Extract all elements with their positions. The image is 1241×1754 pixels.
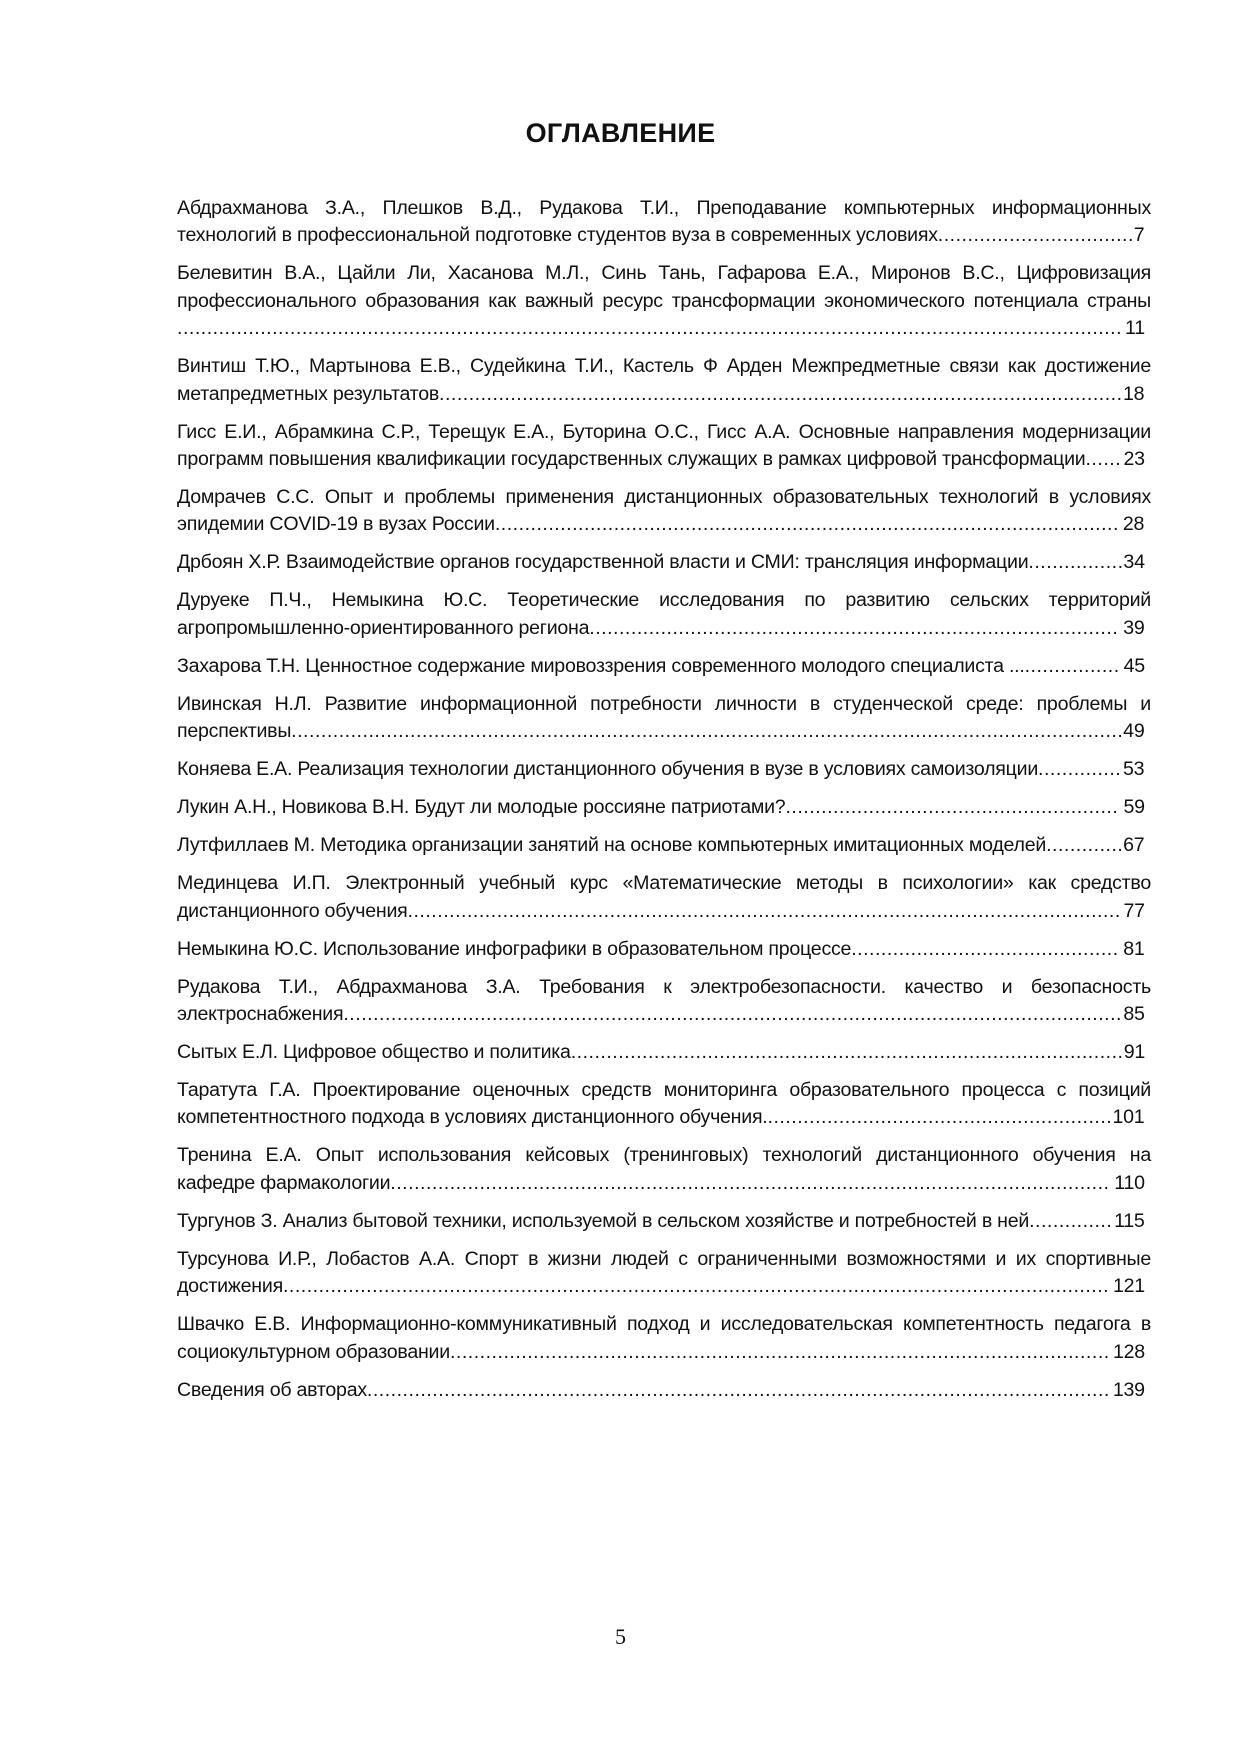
dot-leader: ..............	[1029, 1209, 1113, 1232]
toc-entry-page: 23	[1123, 448, 1145, 471]
toc-entry-title: Таратута Г.А. Проектирование оценочных средств мониторинга образовательного процесса с позиций компетентностного подхода в условиях дистанционного обучения.	[177, 1079, 1151, 1129]
toc-entry-title: Рудакова Т.И., Абдрахманова З.А. Требования к электробезопасности. качество и безопасность электроснабжения	[177, 975, 1151, 1026]
toc-entry[interactable]	[177, 549, 1151, 576]
toc-entry-title: Коняева Е.А. Реализация технологии дистанционного обучения в вузе в условиях самоизоляции	[177, 758, 1039, 781]
toc-entry[interactable]	[177, 1142, 1151, 1197]
toc-entry-page: 45	[1123, 654, 1145, 677]
toc-entry-page: 28	[1122, 513, 1145, 536]
dot-leader: ............................................................................................................................................	[291, 720, 1124, 743]
dot-leader: ...................................................................................................................................	[343, 1003, 1122, 1026]
dot-leader: .............................................	[851, 937, 1119, 960]
toc-entry[interactable]	[177, 832, 1151, 859]
toc-entry-title: Турсунова И.Р., Лобастов А.А. Спорт в жизни людей с ограниченными возможностями и их спортивные достижения	[177, 1247, 1151, 1298]
toc-entry-page: 121	[1112, 1275, 1145, 1298]
dot-leader: .............	[1046, 834, 1124, 857]
toc-entry-title: Тренина Е.А. Опыт использования кейсовых (тренинговых) технологий дистанционного обучения на кафедре фармакологии	[177, 1144, 1151, 1194]
toc-entry-title: Абдрахманова З.А., Плешков В.Д., Рудакова Т.И., Преподавание компьютерных информационных технологий в профессиональной подготовке студентов вуза в современных условиях	[177, 197, 1151, 247]
toc-entry-title: Гисс Е.И., Абрамкина С.Р., Терещук Е.А., Буторина О.С., Гисс А.А. Основные направления модернизации программ повышения квалификации государственных служащих в рамках цифровой трансформации	[177, 420, 1151, 471]
toc-entry-title: Тургунов З. Анализ бытовой техники, используемой в сельском хозяйстве и потребностей в ней	[177, 1209, 1030, 1232]
toc-entry[interactable]	[177, 1246, 1151, 1301]
toc-entry-title: Захарова Т.Н. Ценностное содержание мировоззрения современного молодого специалиста ...	[177, 654, 1025, 677]
toc-entry-page: 11	[1125, 317, 1145, 340]
toc-entry[interactable]	[177, 691, 1151, 746]
dot-leader: ...................................................................................................................	[439, 382, 1123, 405]
toc-entry-title: Сытых Е.Л. Цифровое общество и политика	[177, 1041, 571, 1064]
toc-entry[interactable]	[177, 1311, 1151, 1366]
dot-leader: .................................	[937, 224, 1134, 247]
dot-leader: .............................................................................................................................	[366, 1378, 1110, 1401]
toc-entry-title: Дуруеке П.Ч., Немыкина Ю.С. Теоретические исследования по развитию сельских территорий агропромышленно-ориентированного региона	[177, 589, 1151, 639]
toc-entry-page: 39	[1123, 616, 1145, 639]
toc-entry[interactable]	[177, 936, 1151, 963]
toc-entry[interactable]	[177, 260, 1151, 342]
toc-entry-page: 110	[1114, 1171, 1145, 1194]
toc-entry-page: 101	[1112, 1106, 1145, 1129]
toc-entry-page: 49	[1123, 720, 1145, 743]
toc-entry[interactable]	[177, 1077, 1151, 1132]
toc-entry-title: Домрачев С.С. Опыт и проблемы применения дистанционных образовательных технологий в условиях эпидемии COVID-19 в вузах России	[177, 486, 1151, 536]
toc-entry-title: Немыкина Ю.С. Использование инфографики в образовательном процессе	[177, 937, 852, 960]
toc-entry[interactable]	[177, 484, 1151, 539]
dot-leader: ...........................................................................................................................................	[282, 1275, 1110, 1298]
dot-leader: .........................................................................................................	[494, 513, 1119, 536]
dot-leader: .............................................................................................	[570, 1041, 1124, 1064]
toc-entry[interactable]	[177, 419, 1151, 474]
toc-entry-title: Сведения об авторах	[177, 1378, 367, 1401]
toc-entry-page: 77	[1123, 899, 1145, 922]
toc-entry[interactable]	[177, 1208, 1151, 1235]
toc-entry-page: 115	[1114, 1209, 1145, 1232]
table-of-contents	[177, 195, 1151, 1415]
page-number: 5	[615, 1624, 626, 1649]
dot-leader: ...............................................................................................................	[449, 1340, 1110, 1363]
toc-entry-page: 81	[1123, 937, 1145, 960]
dot-leader: ......	[1085, 448, 1122, 471]
toc-entry[interactable]	[177, 870, 1151, 925]
toc-entry-title: Дрбоян Х.Р. Взаимодействие органов государственной власти и СМИ: трансляция информации	[177, 551, 1029, 574]
toc-entry-page: 139	[1112, 1378, 1145, 1401]
page-title: ОГЛАВЛЕНИЕ	[525, 118, 716, 148]
toc-entry[interactable]	[177, 353, 1151, 408]
dot-leader: ..............	[1038, 758, 1122, 781]
toc-entry-title: Мединцева И.П. Электронный учебный курс «Математические методы в психологии» как средство дистанционного обучения	[177, 872, 1151, 922]
toc-entry-page: 59	[1123, 796, 1145, 819]
toc-entry-title: Лукин А.Н., Новикова В.Н. Будут ли молодые россияне патриотами?	[177, 796, 786, 819]
toc-entry-title: Ивинская Н.Л. Развитие информационной потребности личности в студенческой среде: проблемы и перспективы	[177, 692, 1151, 743]
toc-entry-title: Белевитин В.А., Цайли Ли, Хасанова М.Л., Синь Тань, Гафарова Е.А., Миронов В.С., Цифровизация профессионального образования как важный ресурс трансформации экономического потенциала страны	[177, 262, 1151, 312]
dot-leader: ........................................................	[785, 796, 1119, 819]
dot-leader: ...............................................................................................................................................................	[177, 317, 1123, 340]
toc-entry[interactable]	[177, 794, 1151, 821]
dot-leader: .........................................................................................	[589, 616, 1119, 639]
toc-entry[interactable]	[177, 756, 1151, 783]
toc-entry-page: 53	[1123, 758, 1145, 781]
dot-leader: ................	[1028, 551, 1124, 574]
dot-leader: .........................................................................................................................	[390, 1171, 1110, 1194]
toc-entry-title: Лутфиллаев М. Методика организации занятий на основе компьютерных имитационных моделей	[177, 834, 1047, 857]
toc-entry-title: Швачко Е.В. Информационно-коммуникативный подход и исследовательская компетентность педагога в социокультурном образовании	[177, 1313, 1151, 1363]
toc-entry[interactable]	[177, 195, 1151, 250]
toc-entry[interactable]	[177, 1377, 1151, 1404]
toc-entry-page: 91	[1123, 1041, 1145, 1064]
dot-leader: ................	[1024, 654, 1120, 677]
toc-entry-page: 128	[1112, 1340, 1145, 1363]
toc-entry[interactable]	[177, 587, 1151, 642]
toc-entry-title: Винтиш Т.Ю., Мартынова Е.В., Судейкина Т.И., Кастель Ф Арден Межпредметные связи как достижение метапредметных результатов	[177, 355, 1151, 405]
toc-entry[interactable]	[177, 974, 1151, 1029]
toc-entry-page: 34	[1123, 551, 1145, 574]
toc-entry-page: 85	[1123, 1003, 1145, 1026]
toc-entry-page: 18	[1123, 382, 1145, 405]
toc-entry[interactable]	[177, 653, 1151, 680]
toc-entry[interactable]	[177, 1039, 1151, 1066]
toc-entry-page: 7	[1133, 224, 1145, 247]
toc-entry-page: 67	[1123, 834, 1145, 857]
dot-leader: ........................................................................................................................	[407, 899, 1121, 922]
dot-leader: ..........................................................	[767, 1106, 1113, 1129]
